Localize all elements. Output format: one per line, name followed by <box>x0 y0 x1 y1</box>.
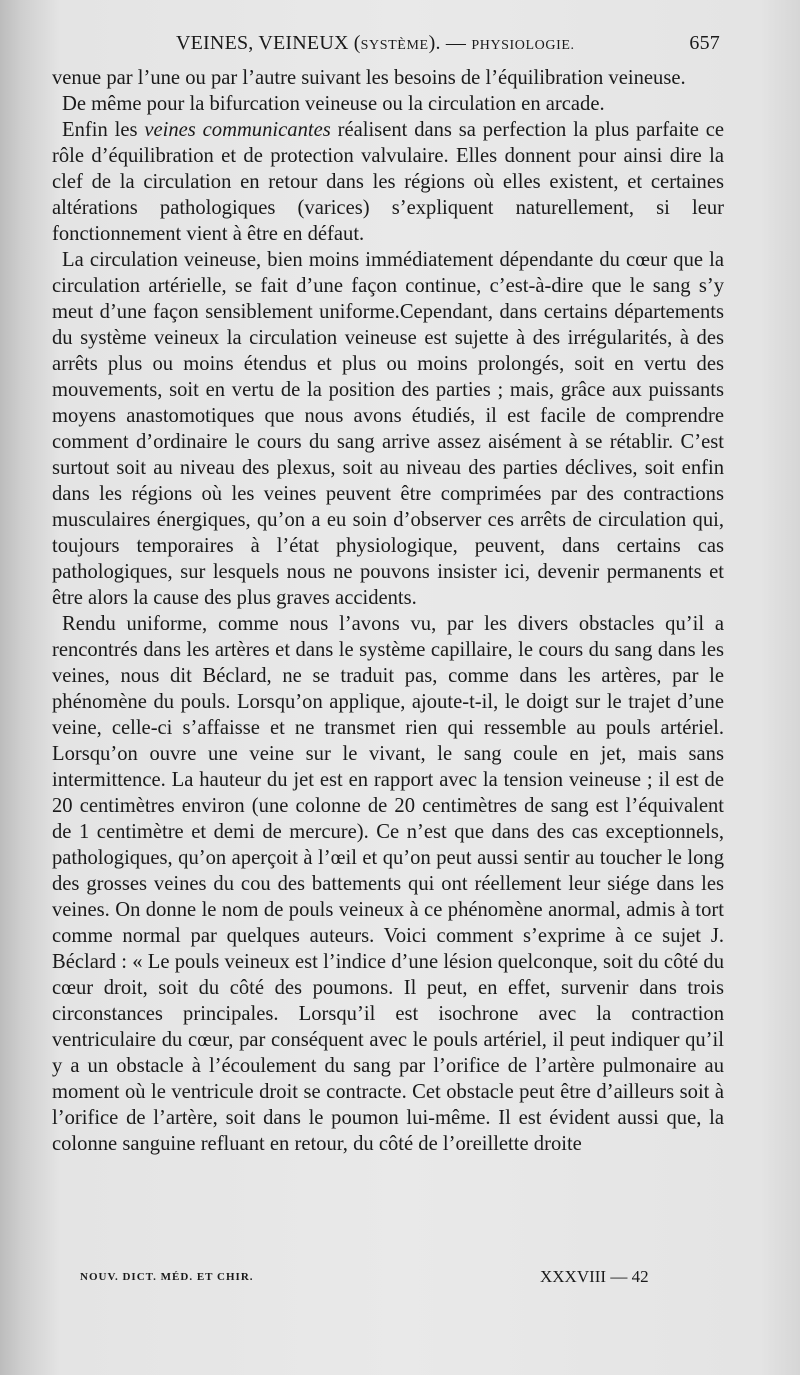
paragraph-text: Enfin les <box>62 119 145 141</box>
running-title-main: VEINES, VEINEUX ( <box>176 32 361 54</box>
paragraph: La circulation veineuse, bien moins immédiatement dépendante du cœur que la circulation artérielle, se fait d’une façon continue, c’est-à-dire que le sang s’y meut d’une façon sensiblement uniforme.Cependant, dans certains départements du système veineux la circulation veineuse est sujette à des irrégularités, à des arrêts plus ou moins étendus et plus ou moins prolongés, soit en vertu des mouvements, soit en vertu de la position des parties ; mais, grâce aux puissants moyens anastomotiques que nous avons étudiés, il est facile de comprendre comment d’ordinaire le cours du sang arrive assez aisément à se rétablir. C’est surtout soit au niveau des plexus, soit au niveau des parties déclives, soit enfin dans les régions où les veines peuvent être comprimées par des contractions musculaires énergiques, qu’on a eu soin d’observer ces arrêts de circulation qui, toujours temporaires à l’état physiologique, peuvent, dans certains cas pathologiques, sur lesquels nous ne pouvons insister ici, devenir permanents et être alors la cause des plus graves accidents. <box>52 249 724 609</box>
paragraph: Rendu uniforme, comme nous l’avons vu, par les divers obstacles qu’il a rencontrés dans les artères et dans le système capillaire, le cours du sang dans les veines, nous dit Béclard, ne se traduit pas, comme dans les artères, par le phénomène du pouls. Lorsqu’on applique, ajoute-t-il, le doigt sur le trajet d’une veine, celle-ci s’affaisse et ne transmet rien qui ressemble au pouls artériel. Lorsqu’on ouvre une veine sur le vivant, le sang coule en jet, mais sans intermittence. La hauteur du jet est en rapport avec la tension veineuse ; il est de 20 centimètres environ (une colonne de 20 centimètres de sang est l’équivalent de 1 centimètre et demi de mercure). Ce n’est que dans des cas exceptionnels, pathologiques, qu’on aperçoit à l’œil et qu’on peut aussi sentir au toucher le long des grosses veines du cou des battements qui ont réellement leur siége dans les veines. On donne le nom de pouls veineux à ce phénomène anormal, admis à tort comme normal par quelques auteurs. Voici comment s’exprime à ce sujet J. Béclard : « Le pouls veineux est l’indice d’une lésion quelconque, soit du côté du cœur droit, soit du côté des poumons. Il peut, en effet, survenir dans trois circonstances principales. Lorsqu’il est isochrone avec la contraction ventriculaire du cœur, par conséquent avec le pouls artériel, il peut indiquer qu’il y a un obstacle à l’écoulement du sang par l’orifice de l’artère pulmonaire au moment où le ventricule droit se contracte. Cet obstacle peut être d’ailleurs soit à l’orifice de l’artère, soit dans le poumon lui-même. Il est évident aussi que, la colonne sanguine refluant en retour, du côté de l’oreillette droite <box>52 613 724 1155</box>
page-number: 657 <box>689 32 720 54</box>
running-title <box>176 32 575 55</box>
paragraph-text: réalisent dans sa perfection la plus parfaite ce rôle d’équilibration et de protection valvulaire. Elles donnent pour ainsi dire la clef de la circulation en retour dans les régions où elles existent, et certaines altérations pathologiques (varices) s’expliquent naturellement, si leur fonctionnement vient à être en défaut. <box>52 119 724 245</box>
running-title-section: PHYSIOLOGIE. <box>471 38 575 53</box>
paragraph: De même pour la bifurcation veineuse ou la circulation en arcade. <box>62 93 605 115</box>
running-header <box>52 30 724 62</box>
footer-signature: XXXVIII — 42 <box>540 1267 649 1286</box>
body-text <box>52 65 724 1157</box>
paragraph: venue par l’une ou par l’autre suivant les besoins de l’équilibration veineuse. <box>52 67 686 89</box>
paragraph <box>52 117 724 247</box>
running-title-smallcaps: SYSTÈME <box>360 38 429 53</box>
footer-publication: NOUV. DICT. MÉD. ET CHIR. <box>80 1271 254 1283</box>
italic-term: veines communicantes <box>144 119 331 141</box>
page-footer <box>80 1267 680 1291</box>
running-title-separator: ). — <box>428 32 472 54</box>
